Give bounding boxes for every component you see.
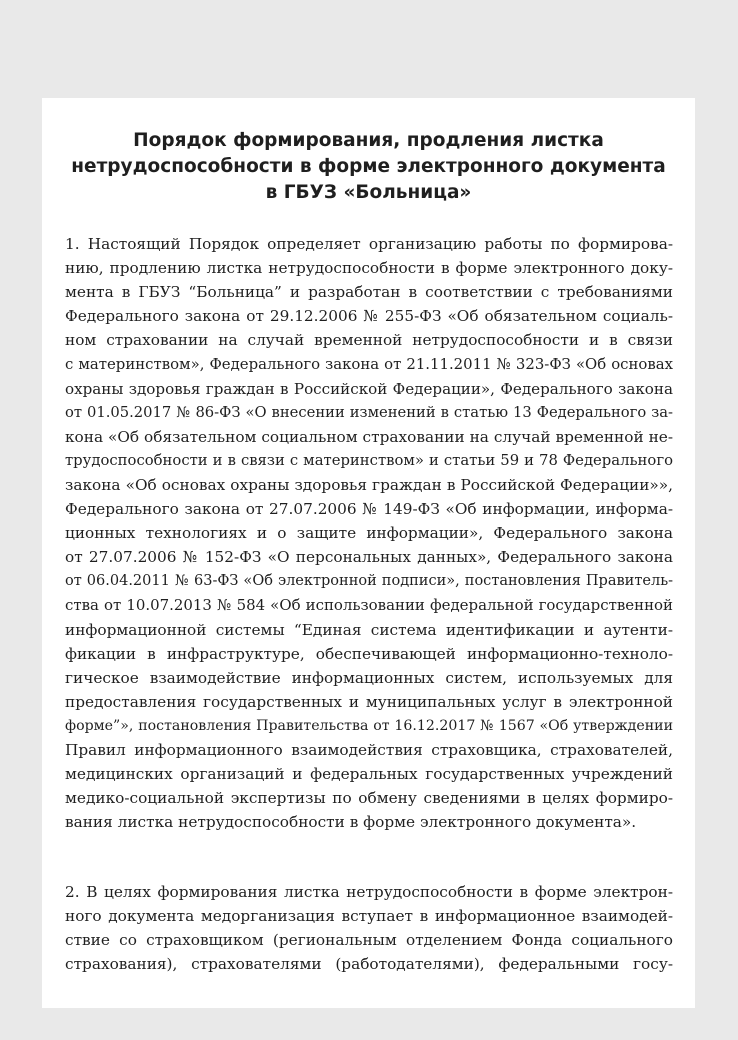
text-line: трудоспособности и в связи с материнством» и статьи 59 и 78 Федерального (65, 451, 673, 469)
title-line: нетрудоспособности в форме электронного документа (71, 156, 666, 177)
text-line: нию, продлению листка нетрудоспособности в форме электронного доку- (65, 259, 673, 278)
text-line: мента в ГБУЗ “Больница” и разработан в соответствии с требованиями (65, 283, 673, 302)
paragraph-2 (65, 880, 673, 976)
text-line: 1. Настоящий Порядок определяет организацию работы по формирова- (65, 235, 673, 253)
text-line: ства от 10.07.2013 № 584 «Об использовании федеральной государственной (65, 596, 673, 615)
text-line: 2. В целях формирования листка нетрудоспособности в форме электрон- (65, 883, 673, 901)
text-line: Федерального закона от 27.07.2006 № 149-ФЗ «Об информации, информа- (65, 500, 673, 519)
text-line: Правил информационного взаимодействия страховщика, страхователей, (65, 740, 673, 759)
document-page (42, 98, 695, 1008)
text-line: ного документа медорганизация вступает в информационное взаимодей- (65, 907, 673, 926)
text-line: с материнством», Федерального закона от 21.11.2011 № 323-ФЗ «Об основах (65, 355, 673, 374)
text-line: форме”», постановления Правительства от 16.12.2017 № 1567 «Об утверждении (65, 717, 673, 734)
text-line: закона «Об основах охраны здоровья граждан в Российской Федерации»», (65, 475, 673, 494)
title-line: Порядок формирования, продления листка (133, 130, 604, 151)
text-line: кона «Об обязательном социальном страховании на случай временной не- (65, 427, 673, 446)
text-line: медико-социальной экспертизы по обмену сведениями в целях формиро- (65, 789, 673, 808)
text-line: от 06.04.2011 № 63-ФЗ «Об электронной подписи», постановления Правитель- (65, 573, 673, 590)
paragraph-1 (65, 232, 673, 834)
text-line: от 01.05.2017 № 86-ФЗ «О внесении изменений в статью 13 Федерального за- (65, 403, 673, 421)
text-line: ном страховании на случай временной нетрудоспособности и в связи (65, 331, 673, 350)
text-line: предоставления государственных и муниципальных услуг в электронной (65, 692, 673, 711)
text-line: Федерального закона от 29.12.2006 № 255-ФЗ «Об обязательном социаль- (65, 307, 673, 326)
title-line: в ГБУЗ «Больница» (265, 182, 472, 203)
document-title (42, 128, 695, 206)
text-line: ционных технологиях и о защите информации», Федерального закона (65, 524, 673, 543)
text-line: гическое взаимодействие информационных систем, используемых для (65, 668, 673, 687)
text-line: вания листка нетрудоспособности в форме электронного документа». (65, 813, 637, 832)
text-line: медицинских организаций и федеральных государственных учреждений (65, 765, 673, 784)
text-line: фикации в инфраструктуре, обеспечивающей информационно-техноло- (65, 644, 673, 663)
text-line: информационной системы “Единая система идентификации и аутенти- (65, 620, 673, 639)
text-line: страхования), страхователями (работодателями), федеральными госу- (65, 955, 673, 974)
text-line: охраны здоровья граждан в Российской Федерации», Федерального закона (65, 379, 673, 398)
text-line: от 27.07.2006 № 152-ФЗ «О персональных данных», Федерального закона (65, 548, 673, 567)
text-line: ствие со страховщиком (региональным отделением Фонда социального (65, 931, 673, 950)
